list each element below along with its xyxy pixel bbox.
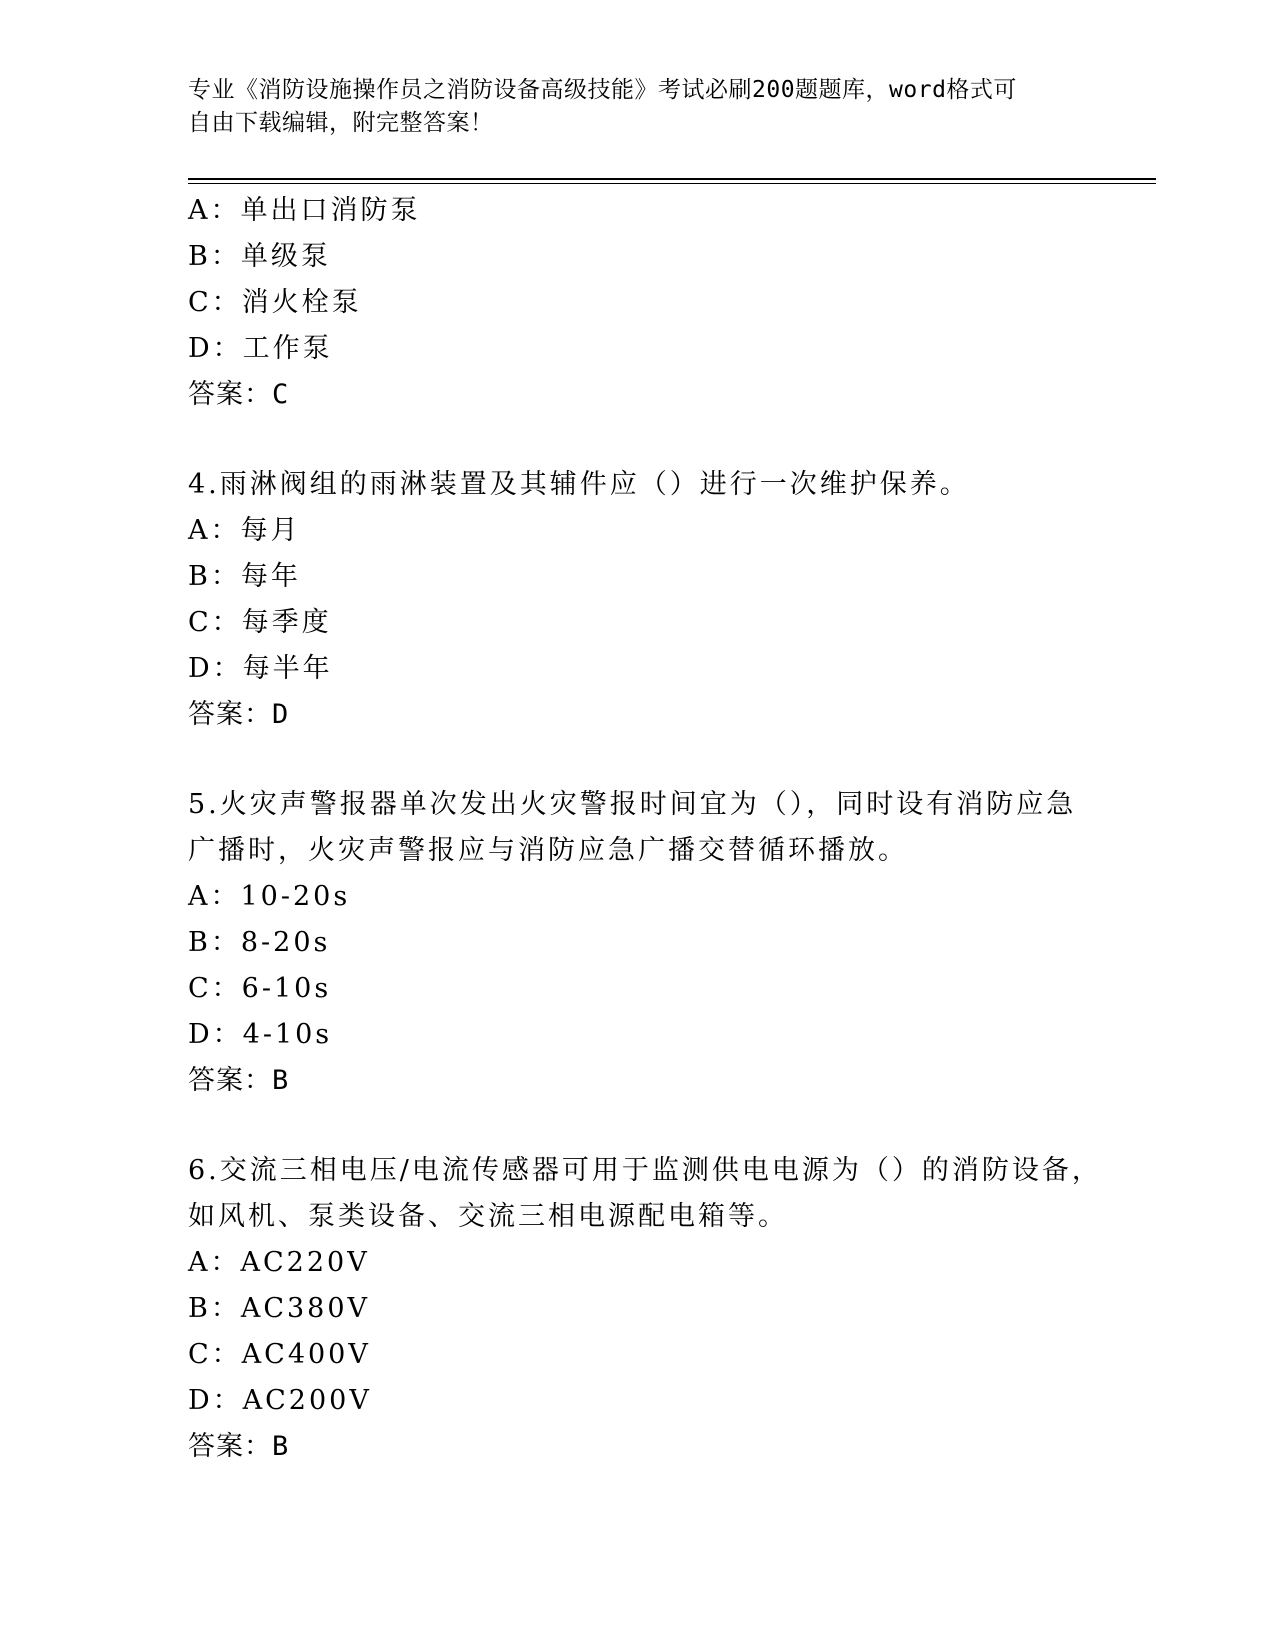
spacer [188, 418, 1088, 462]
option-b: B：单级泵 [188, 241, 331, 272]
option-d: D：4-10s [188, 1019, 333, 1050]
header-line-1: 专业《消防设施操作员之消防设备高级技能》考试必刷200题题库，word格式可 [188, 77, 1017, 103]
header-line-2: 自由下载编辑，附完整答案！ [188, 110, 494, 136]
answer-line: 答案：B [188, 1065, 290, 1096]
option-a: A：10-20s [188, 881, 351, 912]
option-b: B：AC380V [188, 1293, 371, 1324]
question-6 [188, 1148, 1102, 1470]
answer-line: 答案：B [188, 1431, 290, 1462]
question-text-line-1: 6.交流三相电压/电流传感器可用于监测供电电源为（）的消防设备， [188, 1155, 1102, 1186]
option-c: C：AC400V [188, 1339, 371, 1370]
question-list [188, 188, 1102, 1470]
question-5 [188, 782, 1088, 1104]
header-divider-thick [188, 178, 1156, 180]
answer-line: 答案：D [188, 699, 290, 730]
option-a: A：单出口消防泵 [188, 195, 421, 226]
spacer [188, 1104, 1088, 1148]
option-a: A：每月 [188, 515, 301, 546]
question-text-line-2: 广播时，火灾声警报应与消防应急广播交替循环播放。 [188, 835, 908, 866]
option-c: C：6-10s [188, 973, 332, 1004]
option-a: A：AC220V [188, 1247, 370, 1278]
option-c: C：消火栓泵 [188, 287, 362, 318]
option-d: D：每半年 [188, 653, 333, 684]
header-divider-thin [188, 183, 1156, 184]
spacer [188, 738, 1088, 782]
option-c: C：每季度 [188, 607, 332, 638]
question-text: 4.雨淋阀组的雨淋装置及其辅件应（）进行一次维护保养。 [188, 469, 970, 500]
answer-line: 答案：C [188, 379, 290, 410]
option-d: D：工作泵 [188, 333, 333, 364]
option-d: D：AC200V [188, 1385, 372, 1416]
question-text-line-1: 5.火灾声警报器单次发出火灾警报时间宜为（），同时设有消防应急 [188, 789, 1077, 820]
option-b: B：8-20s [188, 927, 331, 958]
question-3 [188, 188, 1088, 418]
option-b: B：每年 [188, 561, 301, 592]
question-4 [188, 462, 1088, 738]
question-text-line-2: 如风机、泵类设备、交流三相电源配电箱等。 [188, 1201, 788, 1232]
document-header [188, 74, 1078, 140]
